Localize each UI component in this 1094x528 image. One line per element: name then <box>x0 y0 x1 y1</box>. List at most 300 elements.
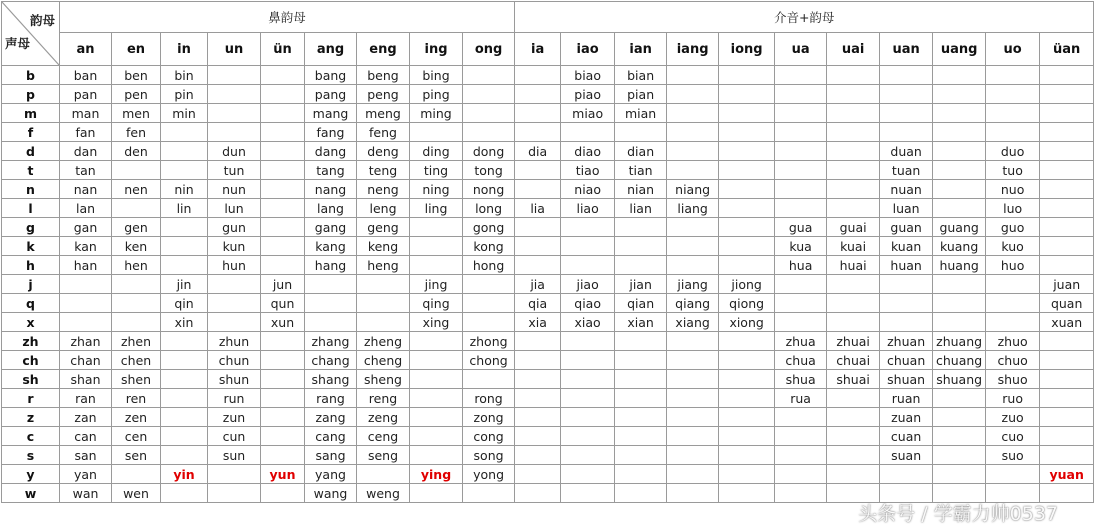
syllable-cell <box>775 161 827 180</box>
syllable-cell <box>305 294 357 313</box>
syllable-cell <box>463 85 515 104</box>
syllable-cell <box>986 275 1040 294</box>
syllable-cell <box>719 351 775 370</box>
syllable-cell: liao <box>561 199 615 218</box>
syllable-cell <box>775 408 827 427</box>
final-header-8: ong <box>463 33 515 66</box>
syllable-cell <box>615 408 667 427</box>
syllable-cell <box>615 351 667 370</box>
syllable-cell: wen <box>112 484 161 503</box>
syllable-cell <box>561 123 615 142</box>
syllable-cell: man <box>60 104 112 123</box>
syllable-cell <box>1040 218 1094 237</box>
syllable-cell <box>827 142 880 161</box>
syllable-cell <box>410 427 463 446</box>
syllable-cell <box>561 484 615 503</box>
syllable-cell: men <box>112 104 161 123</box>
syllable-cell <box>1040 389 1094 408</box>
syllable-cell: quan <box>1040 294 1094 313</box>
syllable-cell <box>775 427 827 446</box>
syllable-cell: qun <box>261 294 305 313</box>
final-header-4: ün <box>261 33 305 66</box>
syllable-cell <box>719 389 775 408</box>
syllable-cell: san <box>60 446 112 465</box>
syllable-cell <box>1040 199 1094 218</box>
syllable-cell: reng <box>357 389 410 408</box>
syllable-cell: ban <box>60 66 112 85</box>
syllable-cell: xin <box>161 313 208 332</box>
syllable-cell <box>561 408 615 427</box>
syllable-cell: shuai <box>827 370 880 389</box>
syllable-cell <box>775 85 827 104</box>
syllable-cell <box>615 123 667 142</box>
syllable-cell <box>719 161 775 180</box>
syllable-cell: han <box>60 256 112 275</box>
final-header-18: uo <box>986 33 1040 66</box>
syllable-cell <box>827 465 880 484</box>
initial-cell: ch <box>2 351 60 370</box>
syllable-cell <box>615 484 667 503</box>
syllable-cell <box>933 427 986 446</box>
syllable-cell <box>667 465 719 484</box>
syllable-cell <box>827 427 880 446</box>
finals-header-row <box>2 33 1094 66</box>
syllable-cell: tian <box>615 161 667 180</box>
syllable-cell <box>561 237 615 256</box>
syllable-cell <box>161 351 208 370</box>
syllable-cell <box>261 142 305 161</box>
table-row <box>2 294 1094 313</box>
syllable-cell <box>515 465 561 484</box>
syllable-cell: fen <box>112 123 161 142</box>
syllable-cell <box>261 66 305 85</box>
syllable-cell <box>986 66 1040 85</box>
syllable-cell: chong <box>463 351 515 370</box>
syllable-cell: gua <box>775 218 827 237</box>
syllable-cell: leng <box>357 199 410 218</box>
syllable-cell <box>410 123 463 142</box>
syllable-cell: hang <box>305 256 357 275</box>
syllable-cell: cen <box>112 427 161 446</box>
syllable-cell <box>60 275 112 294</box>
initial-cell: t <box>2 161 60 180</box>
syllable-cell <box>261 199 305 218</box>
syllable-cell: dong <box>463 142 515 161</box>
watermark: 头条号 / 学霸力帅0537 <box>858 503 1058 525</box>
syllable-cell <box>933 199 986 218</box>
syllable-cell <box>60 294 112 313</box>
syllable-cell <box>112 313 161 332</box>
table-row <box>2 237 1094 256</box>
initial-cell: m <box>2 104 60 123</box>
syllable-cell: gan <box>60 218 112 237</box>
final-header-11: ian <box>615 33 667 66</box>
syllable-cell: cun <box>208 427 261 446</box>
syllable-cell <box>561 218 615 237</box>
syllable-cell: ying <box>410 465 463 484</box>
syllable-cell <box>827 66 880 85</box>
syllable-cell: ling <box>410 199 463 218</box>
group-medial-finals: 介音+韵母 <box>515 2 1094 33</box>
syllable-cell <box>161 218 208 237</box>
syllable-cell: jiao <box>561 275 615 294</box>
table-row <box>2 408 1094 427</box>
syllable-cell: qiao <box>561 294 615 313</box>
syllable-cell: pang <box>305 85 357 104</box>
syllable-cell <box>667 142 719 161</box>
syllable-cell: hua <box>775 256 827 275</box>
syllable-cell <box>410 256 463 275</box>
syllable-cell <box>667 389 719 408</box>
syllable-cell: guang <box>933 218 986 237</box>
syllable-cell <box>161 332 208 351</box>
syllable-cell: duan <box>880 142 933 161</box>
syllable-cell <box>775 123 827 142</box>
syllable-cell <box>1040 332 1094 351</box>
syllable-cell <box>515 370 561 389</box>
syllable-cell <box>615 465 667 484</box>
syllable-cell: ran <box>60 389 112 408</box>
syllable-cell <box>667 66 719 85</box>
table-row <box>2 313 1094 332</box>
syllable-cell: zhang <box>305 332 357 351</box>
syllable-cell: rong <box>463 389 515 408</box>
syllable-cell <box>515 85 561 104</box>
syllable-cell: tuan <box>880 161 933 180</box>
group-nasal-finals: 鼻韵母 <box>60 2 515 33</box>
syllable-cell <box>357 313 410 332</box>
syllable-cell: tun <box>208 161 261 180</box>
syllable-cell <box>933 408 986 427</box>
syllable-cell <box>410 218 463 237</box>
syllable-cell <box>463 484 515 503</box>
table-row <box>2 218 1094 237</box>
syllable-cell <box>561 427 615 446</box>
syllable-cell: chuo <box>986 351 1040 370</box>
syllable-cell <box>208 104 261 123</box>
syllable-cell <box>561 256 615 275</box>
final-header-17: uang <box>933 33 986 66</box>
syllable-cell: bian <box>615 66 667 85</box>
final-header-10: iao <box>561 33 615 66</box>
syllable-cell <box>561 389 615 408</box>
syllable-cell: pin <box>161 85 208 104</box>
syllable-cell: nun <box>208 180 261 199</box>
initial-cell: d <box>2 142 60 161</box>
syllable-cell: gen <box>112 218 161 237</box>
syllable-cell <box>880 313 933 332</box>
syllable-cell <box>515 218 561 237</box>
syllable-cell <box>880 465 933 484</box>
syllable-cell <box>615 427 667 446</box>
syllable-cell: juan <box>1040 275 1094 294</box>
syllable-cell: niang <box>667 180 719 199</box>
syllable-cell: cuo <box>986 427 1040 446</box>
syllable-cell: luan <box>880 199 933 218</box>
syllable-cell: huan <box>880 256 933 275</box>
syllable-cell: nan <box>60 180 112 199</box>
syllable-cell: tong <box>463 161 515 180</box>
syllable-cell <box>161 446 208 465</box>
syllable-cell: fang <box>305 123 357 142</box>
syllable-cell: cuan <box>880 427 933 446</box>
syllable-cell: xian <box>615 313 667 332</box>
syllable-cell <box>161 123 208 142</box>
syllable-cell: sun <box>208 446 261 465</box>
syllable-cell <box>463 104 515 123</box>
syllable-cell: lia <box>515 199 561 218</box>
pinyin-table <box>1 1 1094 503</box>
syllable-cell: teng <box>357 161 410 180</box>
syllable-cell <box>827 313 880 332</box>
syllable-cell: qiang <box>667 294 719 313</box>
syllable-cell <box>986 104 1040 123</box>
syllable-cell: suan <box>880 446 933 465</box>
syllable-cell: zang <box>305 408 357 427</box>
syllable-cell: shang <box>305 370 357 389</box>
syllable-cell: xiao <box>561 313 615 332</box>
syllable-cell <box>775 142 827 161</box>
syllable-cell: bing <box>410 66 463 85</box>
syllable-cell: song <box>463 446 515 465</box>
syllable-cell: tan <box>60 161 112 180</box>
syllable-cell: chen <box>112 351 161 370</box>
initial-cell: h <box>2 256 60 275</box>
syllable-cell <box>1040 351 1094 370</box>
syllable-cell <box>515 389 561 408</box>
syllable-cell <box>515 237 561 256</box>
syllable-cell <box>775 294 827 313</box>
syllable-cell: gang <box>305 218 357 237</box>
syllable-cell: zen <box>112 408 161 427</box>
syllable-cell: rua <box>775 389 827 408</box>
syllable-cell: kun <box>208 237 261 256</box>
syllable-cell <box>161 427 208 446</box>
table-row <box>2 370 1094 389</box>
syllable-cell <box>515 351 561 370</box>
syllable-cell <box>261 427 305 446</box>
syllable-cell: zun <box>208 408 261 427</box>
syllable-cell <box>775 313 827 332</box>
syllable-cell <box>515 123 561 142</box>
initial-cell: n <box>2 180 60 199</box>
table-row <box>2 351 1094 370</box>
syllable-cell <box>261 446 305 465</box>
syllable-cell <box>775 484 827 503</box>
syllable-cell <box>667 332 719 351</box>
syllable-cell: tuo <box>986 161 1040 180</box>
syllable-cell <box>667 484 719 503</box>
syllable-cell <box>1040 180 1094 199</box>
syllable-cell: weng <box>357 484 410 503</box>
syllable-cell: chun <box>208 351 261 370</box>
syllable-cell <box>161 237 208 256</box>
syllable-cell <box>112 294 161 313</box>
syllable-cell <box>933 465 986 484</box>
group-header-row <box>2 2 1094 33</box>
syllable-cell <box>515 484 561 503</box>
syllable-cell: sheng <box>357 370 410 389</box>
syllable-cell <box>261 218 305 237</box>
syllable-cell <box>615 256 667 275</box>
initial-cell: g <box>2 218 60 237</box>
syllable-cell: jiong <box>719 275 775 294</box>
syllable-cell: meng <box>357 104 410 123</box>
syllable-cell <box>667 123 719 142</box>
syllable-cell: neng <box>357 180 410 199</box>
syllable-cell <box>667 351 719 370</box>
syllable-cell <box>463 275 515 294</box>
syllable-cell: jun <box>261 275 305 294</box>
syllable-cell <box>208 465 261 484</box>
table-row <box>2 465 1094 484</box>
syllable-cell: guan <box>880 218 933 237</box>
syllable-cell: keng <box>357 237 410 256</box>
syllable-cell <box>933 142 986 161</box>
syllable-cell <box>827 199 880 218</box>
syllable-cell: beng <box>357 66 410 85</box>
syllable-cell: chan <box>60 351 112 370</box>
syllable-cell: peng <box>357 85 410 104</box>
syllable-cell: xia <box>515 313 561 332</box>
syllable-cell <box>261 484 305 503</box>
syllable-cell <box>208 123 261 142</box>
syllable-cell: miao <box>561 104 615 123</box>
syllable-cell <box>667 370 719 389</box>
syllable-cell <box>933 180 986 199</box>
syllable-cell <box>463 370 515 389</box>
syllable-cell: mian <box>615 104 667 123</box>
final-header-14: ua <box>775 33 827 66</box>
syllable-cell: pan <box>60 85 112 104</box>
syllable-cell: dian <box>615 142 667 161</box>
syllable-cell: huai <box>827 256 880 275</box>
syllable-cell <box>112 275 161 294</box>
syllable-cell: deng <box>357 142 410 161</box>
syllable-cell: kua <box>775 237 827 256</box>
table-row <box>2 389 1094 408</box>
syllable-cell <box>880 85 933 104</box>
syllable-cell: suo <box>986 446 1040 465</box>
syllable-cell: zuo <box>986 408 1040 427</box>
syllable-cell: chuai <box>827 351 880 370</box>
syllable-cell: feng <box>357 123 410 142</box>
syllable-cell <box>880 294 933 313</box>
syllable-cell: jian <box>615 275 667 294</box>
syllable-cell: niao <box>561 180 615 199</box>
syllable-cell: shua <box>775 370 827 389</box>
syllable-cell <box>986 313 1040 332</box>
syllable-cell: gong <box>463 218 515 237</box>
syllable-cell <box>515 256 561 275</box>
syllable-cell <box>1040 161 1094 180</box>
syllable-cell <box>1040 237 1094 256</box>
syllable-cell: diao <box>561 142 615 161</box>
syllable-cell: heng <box>357 256 410 275</box>
syllable-cell <box>880 275 933 294</box>
syllable-cell: huang <box>933 256 986 275</box>
initial-cell: w <box>2 484 60 503</box>
syllable-cell <box>933 161 986 180</box>
syllable-cell: mang <box>305 104 357 123</box>
syllable-cell <box>667 85 719 104</box>
syllable-cell: zan <box>60 408 112 427</box>
syllable-cell: long <box>463 199 515 218</box>
final-header-0: an <box>60 33 112 66</box>
syllable-cell <box>161 256 208 275</box>
syllable-cell: qing <box>410 294 463 313</box>
syllable-cell <box>161 408 208 427</box>
syllable-cell <box>667 408 719 427</box>
syllable-cell: xing <box>410 313 463 332</box>
syllable-cell: geng <box>357 218 410 237</box>
syllable-cell: min <box>161 104 208 123</box>
syllable-cell <box>261 389 305 408</box>
syllable-cell: sang <box>305 446 357 465</box>
initial-cell: zh <box>2 332 60 351</box>
syllable-cell <box>986 123 1040 142</box>
syllable-cell <box>208 275 261 294</box>
syllable-cell <box>261 351 305 370</box>
table-row <box>2 85 1094 104</box>
syllable-cell: duo <box>986 142 1040 161</box>
syllable-cell: kuai <box>827 237 880 256</box>
syllable-cell <box>208 294 261 313</box>
syllable-cell <box>161 370 208 389</box>
syllable-cell: ping <box>410 85 463 104</box>
syllable-cell <box>933 123 986 142</box>
syllable-cell <box>880 66 933 85</box>
syllable-cell: seng <box>357 446 410 465</box>
table-row <box>2 275 1094 294</box>
table-row <box>2 123 1094 142</box>
syllable-cell <box>615 332 667 351</box>
syllable-cell <box>719 66 775 85</box>
syllable-cell: qiong <box>719 294 775 313</box>
syllable-cell: kang <box>305 237 357 256</box>
initial-cell: c <box>2 427 60 446</box>
syllable-cell: tiao <box>561 161 615 180</box>
syllable-cell <box>615 218 667 237</box>
syllable-cell: cang <box>305 427 357 446</box>
syllable-cell: lun <box>208 199 261 218</box>
syllable-cell: jin <box>161 275 208 294</box>
syllable-cell: ren <box>112 389 161 408</box>
syllable-cell: shuan <box>880 370 933 389</box>
syllable-cell <box>827 123 880 142</box>
syllable-cell <box>719 484 775 503</box>
syllable-cell: yan <box>60 465 112 484</box>
syllable-cell: zhuai <box>827 332 880 351</box>
syllable-cell <box>410 370 463 389</box>
syllable-cell <box>1040 104 1094 123</box>
syllable-cell <box>515 66 561 85</box>
syllable-cell <box>357 294 410 313</box>
syllable-cell <box>933 389 986 408</box>
syllable-cell <box>463 313 515 332</box>
syllable-cell: kuo <box>986 237 1040 256</box>
syllable-cell <box>561 446 615 465</box>
syllable-cell: lian <box>615 199 667 218</box>
syllable-cell: wang <box>305 484 357 503</box>
syllable-cell <box>261 408 305 427</box>
table-row <box>2 66 1094 85</box>
syllable-cell: nong <box>463 180 515 199</box>
table-row <box>2 446 1094 465</box>
syllable-cell <box>933 313 986 332</box>
table-row <box>2 256 1094 275</box>
syllable-cell <box>827 161 880 180</box>
